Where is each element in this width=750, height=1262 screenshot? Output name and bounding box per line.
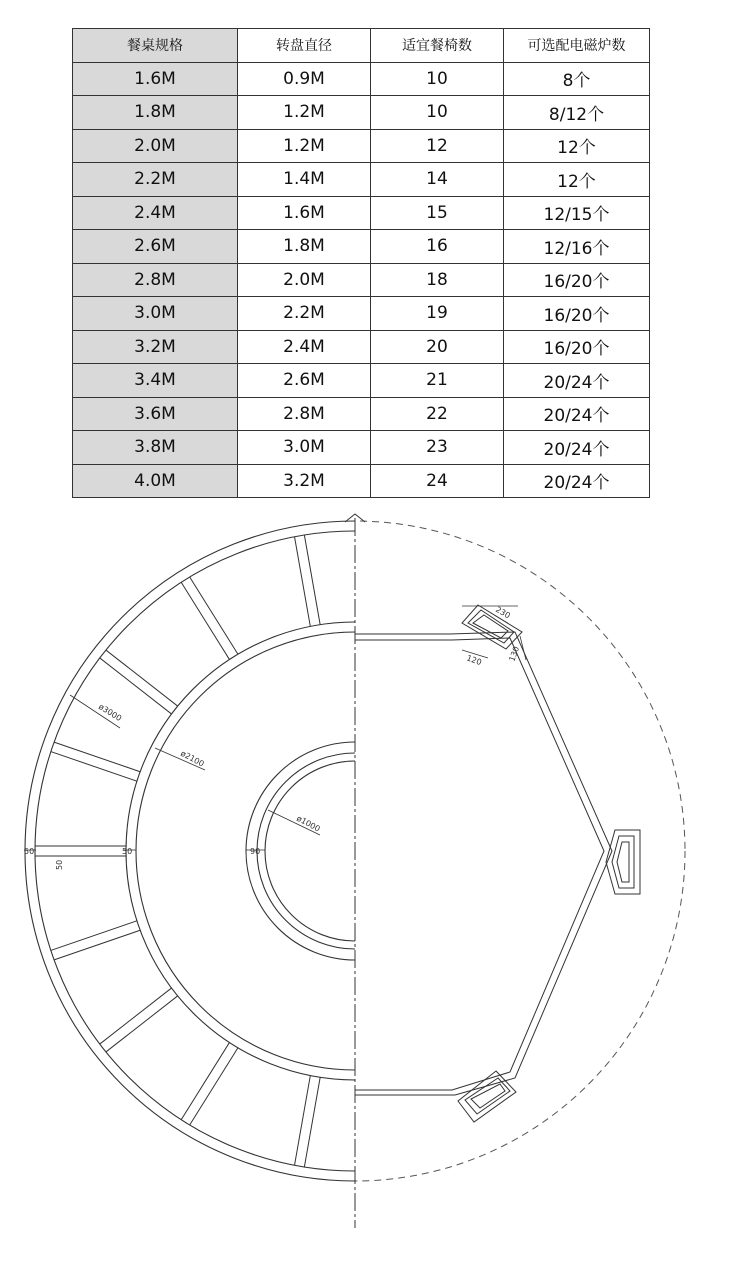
panel-divider [106, 650, 178, 706]
cell-turntable-diameter: 1.2M [238, 129, 371, 163]
cell-chair-count: 10 [371, 62, 504, 96]
header-turntable-diameter: 转盘直径 [238, 29, 371, 63]
table-header-row [73, 29, 650, 63]
leg-pad-right [606, 830, 640, 894]
cell-turntable-diameter: 2.8M [238, 397, 371, 431]
cell-chair-count: 15 [371, 196, 504, 230]
cell-chair-count: 18 [371, 263, 504, 297]
cell-chair-count: 22 [371, 397, 504, 431]
cell-table-size: 2.4M [73, 196, 238, 230]
cell-chair-count: 24 [371, 464, 504, 498]
cell-cooker-count: 20/24个 [504, 464, 650, 498]
cell-table-size: 2.6M [73, 230, 238, 264]
table-row [73, 263, 650, 297]
cell-turntable-diameter: 1.4M [238, 163, 371, 197]
dim-pad-depth: 120 [465, 653, 483, 668]
cell-table-size: 3.4M [73, 364, 238, 398]
cell-table-size: 2.0M [73, 129, 238, 163]
cell-chair-count: 21 [371, 364, 504, 398]
cell-turntable-diameter: 3.2M [238, 464, 371, 498]
panel-divider [106, 996, 178, 1052]
table-row [73, 163, 650, 197]
dimension-labels [24, 605, 521, 870]
dim-outer-diameter: ø3000 [96, 702, 124, 724]
dim-pad-height: 130 [507, 645, 522, 663]
cell-cooker-count: 16/20个 [504, 330, 650, 364]
cell-cooker-count: 12个 [504, 163, 650, 197]
table-row [73, 397, 650, 431]
panel-divider [181, 1043, 229, 1120]
table-row [73, 464, 650, 498]
panel-divider [181, 582, 229, 659]
dim-inner-diameter: ø1000 [295, 813, 322, 834]
cell-cooker-count: 20/24个 [504, 364, 650, 398]
cell-table-size: 2.2M [73, 163, 238, 197]
cell-cooker-count: 16/20个 [504, 297, 650, 331]
cell-cooker-count: 12/16个 [504, 230, 650, 264]
dim-outer-edge: 50 [24, 847, 35, 856]
table-row [73, 364, 650, 398]
dim-panel-width: 50 [55, 859, 64, 870]
dim-pad-width: 230 [494, 604, 512, 621]
cell-cooker-count: 20/24个 [504, 431, 650, 465]
cell-turntable-diameter: 3.0M [238, 431, 371, 465]
cell-chair-count: 19 [371, 297, 504, 331]
cell-cooker-count: 8/12个 [504, 96, 650, 130]
table-row [73, 330, 650, 364]
table-plan-drawing [0, 510, 750, 1262]
leg-pad-bottom [458, 1071, 516, 1122]
cell-turntable-diameter: 2.2M [238, 297, 371, 331]
dim-middle-edge: 50 [122, 847, 133, 856]
cell-turntable-diameter: 0.9M [238, 62, 371, 96]
cell-chair-count: 12 [371, 129, 504, 163]
cell-cooker-count: 8个 [504, 62, 650, 96]
header-table-size: 餐桌规格 [73, 29, 238, 63]
table-row [73, 62, 650, 96]
cell-chair-count: 16 [371, 230, 504, 264]
cell-turntable-diameter: 1.8M [238, 230, 371, 264]
panel-divider [295, 1076, 311, 1166]
cell-turntable-diameter: 2.4M [238, 330, 371, 364]
cell-table-size: 3.6M [73, 397, 238, 431]
panel-divider [100, 658, 172, 714]
dim-middle-diameter: ø2100 [179, 748, 206, 769]
cell-cooker-count: 20/24个 [504, 397, 650, 431]
cell-chair-count: 23 [371, 431, 504, 465]
cell-cooker-count: 12个 [504, 129, 650, 163]
cell-cooker-count: 16/20个 [504, 263, 650, 297]
cell-table-size: 3.8M [73, 431, 238, 465]
table-row [73, 297, 650, 331]
cell-chair-count: 14 [371, 163, 504, 197]
cell-table-size: 2.8M [73, 263, 238, 297]
cell-turntable-diameter: 1.6M [238, 196, 371, 230]
table-row [73, 431, 650, 465]
table-row [73, 96, 650, 130]
header-chair-count: 适宜餐椅数 [371, 29, 504, 63]
table-row [73, 196, 650, 230]
panel-divider [190, 1048, 238, 1125]
table-row [73, 230, 650, 264]
dim-inner-edge: 90 [250, 847, 261, 856]
cell-turntable-diameter: 2.6M [238, 364, 371, 398]
cell-chair-count: 10 [371, 96, 504, 130]
cell-cooker-count: 12/15个 [504, 196, 650, 230]
panel-divider [100, 988, 172, 1044]
panel-divider [304, 1077, 320, 1167]
panel-divider [295, 537, 311, 627]
cell-table-size: 3.0M [73, 297, 238, 331]
cell-turntable-diameter: 1.2M [238, 96, 371, 130]
cell-chair-count: 20 [371, 330, 504, 364]
header-cooker-count: 可选配电磁炉数 [504, 29, 650, 63]
panel-divider [190, 577, 238, 654]
hexagon-outline [355, 632, 612, 1095]
cell-table-size: 1.6M [73, 62, 238, 96]
cell-table-size: 3.2M [73, 330, 238, 364]
cell-table-size: 1.8M [73, 96, 238, 130]
table-row [73, 129, 650, 163]
panel-dividers [35, 535, 320, 1167]
panel-divider [304, 535, 320, 625]
cell-table-size: 4.0M [73, 464, 238, 498]
table-body [73, 62, 650, 498]
spec-table [72, 28, 650, 498]
cell-turntable-diameter: 2.0M [238, 263, 371, 297]
leg-pad-top [462, 605, 522, 649]
